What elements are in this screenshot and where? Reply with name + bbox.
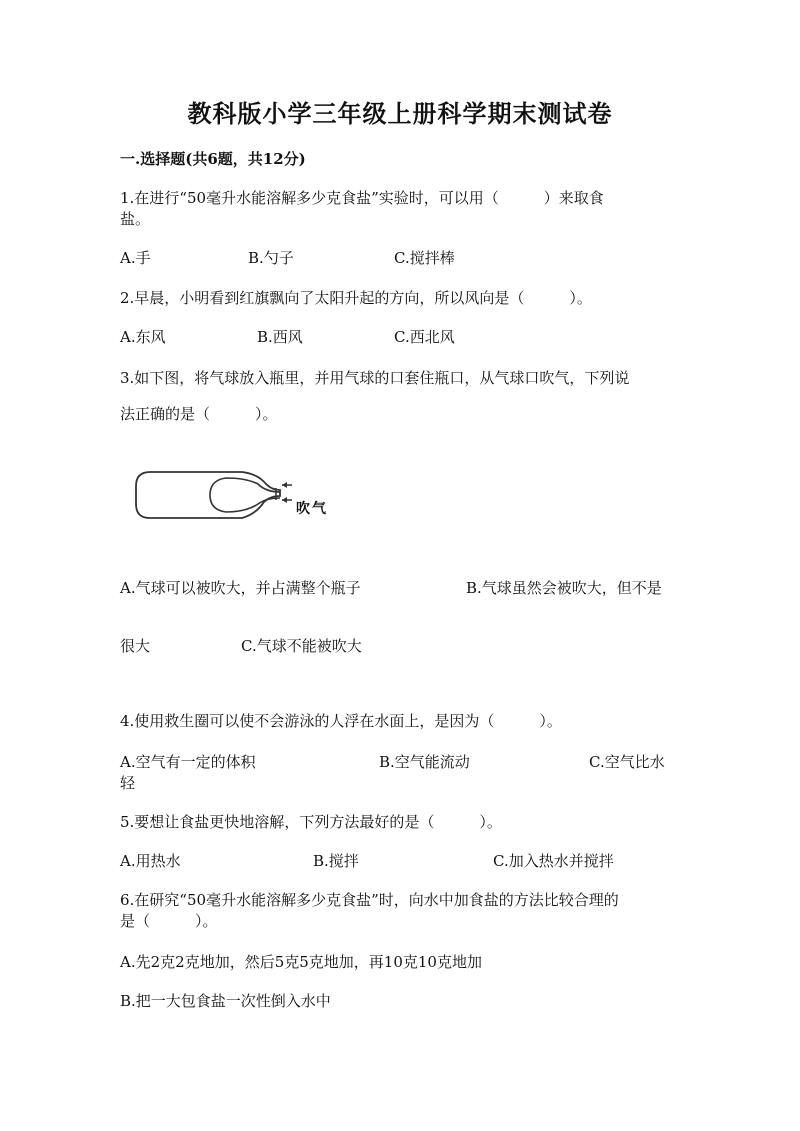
question-6-option-a: A.先2克2克地加，然后5克5克地加，再10克10克地加 (120, 953, 482, 971)
question-3-option-b-continued: 很大 (120, 637, 151, 655)
question-6-option-b: B.把一大包食盐一次性倒入水中 (120, 992, 331, 1010)
question-3-option-b: B.气球虽然会被吹大，但不是 (466, 579, 662, 597)
section-heading: 一.选择题(共6题，共12分) (120, 150, 306, 168)
question-4-option-c-continued: 轻 (120, 774, 136, 792)
question-2-option-b: B.西风 (257, 328, 303, 346)
question-4-option-a: A.空气有一定的体积 (120, 753, 256, 771)
question-1-option-a: A.手 (120, 249, 151, 267)
page-title: 教科版小学三年级上册科学期末测试卷 (187, 99, 613, 128)
figure-caption: 吹气 (296, 501, 328, 517)
question-6-stem-line-2: 是（ ）。 (120, 912, 218, 930)
question-5-option-b: B.搅拌 (313, 852, 359, 870)
question-3-stem-line-1: 3.如下图，将气球放入瓶里，并用气球的口套住瓶口，从气球口吹气，下列说 (120, 369, 630, 387)
question-6-stem-line-1: 6.在研究“50毫升水能溶解多少克食盐”时，向水中加食盐的方法比较合理的 (120, 891, 619, 909)
question-4-option-b: B.空气能流动 (379, 753, 470, 771)
question-5-option-a: A.用热水 (120, 852, 181, 870)
question-5-stem: 5.要想让食盐更快地溶解，下列方法最好的是（ ）。 (120, 813, 502, 831)
question-4-option-c: C.空气比水 (589, 753, 665, 771)
question-1-option-c: C.搅拌棒 (394, 249, 455, 267)
question-2-stem: 2.早晨，小明看到红旗飘向了太阳升起的方向，所以风向是（ ）。 (120, 289, 592, 307)
question-4-stem: 4.使用救生圈可以使不会游泳的人浮在水面上，是因为（ ）。 (120, 712, 562, 730)
question-3-stem-line-2: 法正确的是（ ）。 (120, 405, 278, 423)
question-1-stem-line-2: 盐。 (120, 210, 151, 228)
question-3-option-a: A.气球可以被吹大，并占满整个瓶子 (120, 579, 361, 597)
question-1-option-b: B.勺子 (248, 249, 294, 267)
question-3-option-c: C.气球不能被吹大 (241, 637, 362, 655)
question-2-option-c: C.西北风 (394, 328, 455, 346)
question-2-option-a: A.东风 (120, 328, 166, 346)
question-1-stem-line-1: 1.在进行“50毫升水能溶解多少克食盐”实验时，可以用（ ）来取食 (120, 189, 604, 207)
question-5-option-c: C.加入热水并搅拌 (493, 852, 614, 870)
